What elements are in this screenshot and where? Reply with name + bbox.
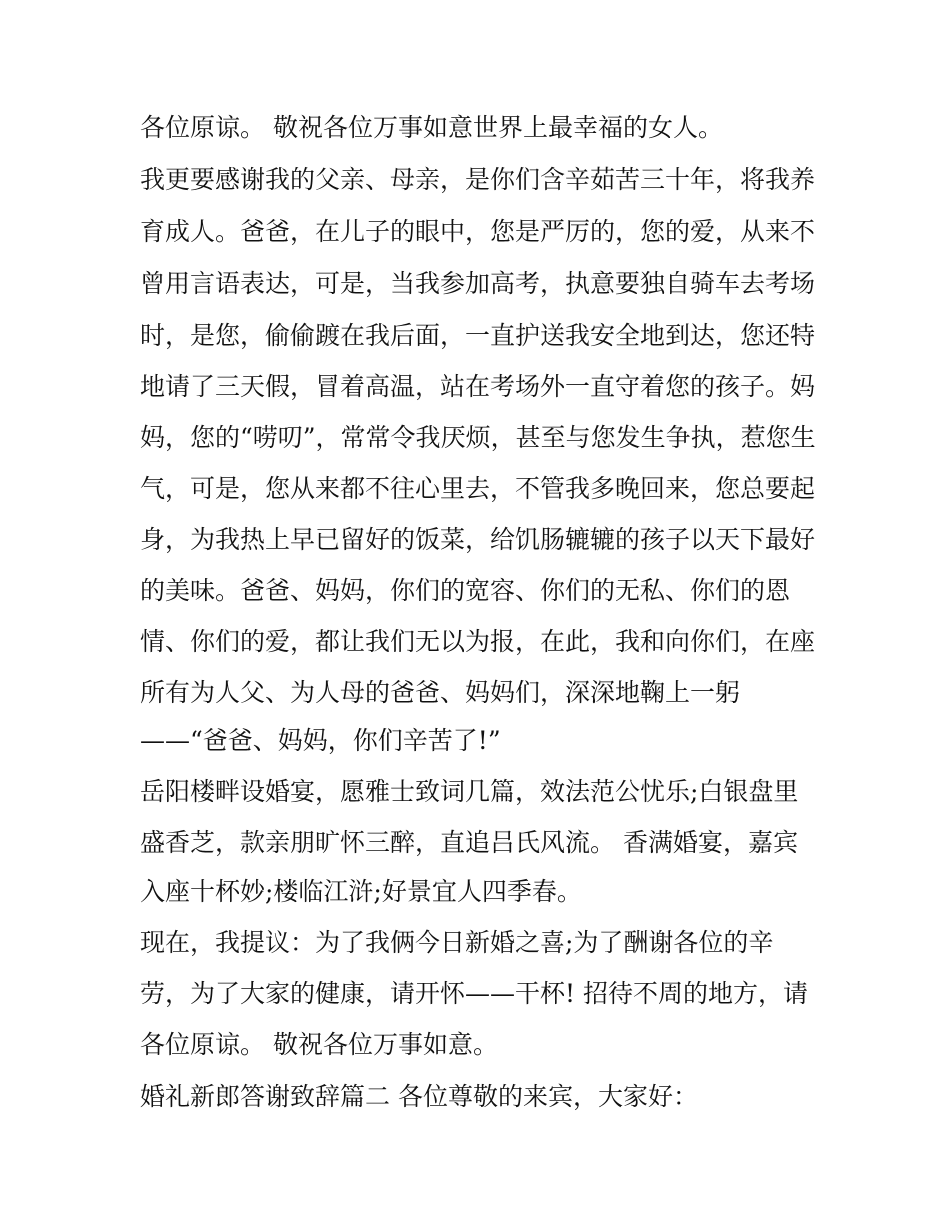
text-line: 盛香芝，款亲朋旷怀三醉，直追吕氏风流。 香满婚宴，嘉宾 [140, 828, 798, 857]
text-line: 入座十杯妙;楼临江浒;好景宜人四季春。 [140, 877, 582, 906]
text-line: 劳，为了大家的健康，请开怀——干杯! 招待不周的地方，请 [140, 979, 808, 1008]
text-line: 各位原谅。 敬祝各位万事如意。 [140, 1030, 498, 1059]
text-line: 地请了三天假，冒着高温，站在考场外一直守着您的孩子。妈 [140, 372, 816, 401]
text-line: 情、你们的爱，都让我们无以为报，在此，我和向你们，在座 [140, 627, 816, 656]
text-line: 的美味。爸爸、妈妈，你们的宽容、你们的无私、你们的恩 [140, 576, 791, 605]
text-line: 曾用言语表达，可是，当我参加高考，执意要独自骑车去考场 [140, 269, 816, 298]
text-line: 婚礼新郎答谢致辞篇二 各位尊敬的来宾，大家好： [140, 1082, 698, 1111]
text-line: 现在，我提议：为了我俩今日新婚之喜;为了酬谢各位的辛 [140, 928, 774, 957]
text-line: 岳阳楼畔设婚宴，愿雅士致词几篇，效法范公忧乐;白银盘里 [140, 777, 799, 806]
text-line: ——“爸爸、妈妈，你们辛苦了!” [140, 726, 501, 755]
text-line: 所有为人父、为人母的爸爸、妈妈们，深深地鞠上一躬 [140, 678, 741, 707]
text-line: 身，为我热上早已留好的饭菜，给饥肠辘辘的孩子以天下最好 [140, 525, 816, 554]
text-line: 各位原谅。 敬祝各位万事如意世界上最幸福的女人。 [140, 113, 723, 142]
text-line: 时，是您，偷偷踱在我后面，一直护送我安全地到达，您还特 [140, 321, 816, 350]
text-line: 我更要感谢我的父亲、母亲，是你们含辛茹苦三十年，将我养 [140, 165, 816, 194]
text-line: 育成人。爸爸，在儿子的眼中，您是严厉的，您的爱，从来不 [140, 217, 816, 246]
text-line: 妈，您的“唠叨”，常常令我厌烦，甚至与您发生争执，惹您生 [140, 423, 816, 452]
text-line: 气，可是，您从来都不往心里去，不管我多晚回来，您总要起 [140, 474, 816, 503]
